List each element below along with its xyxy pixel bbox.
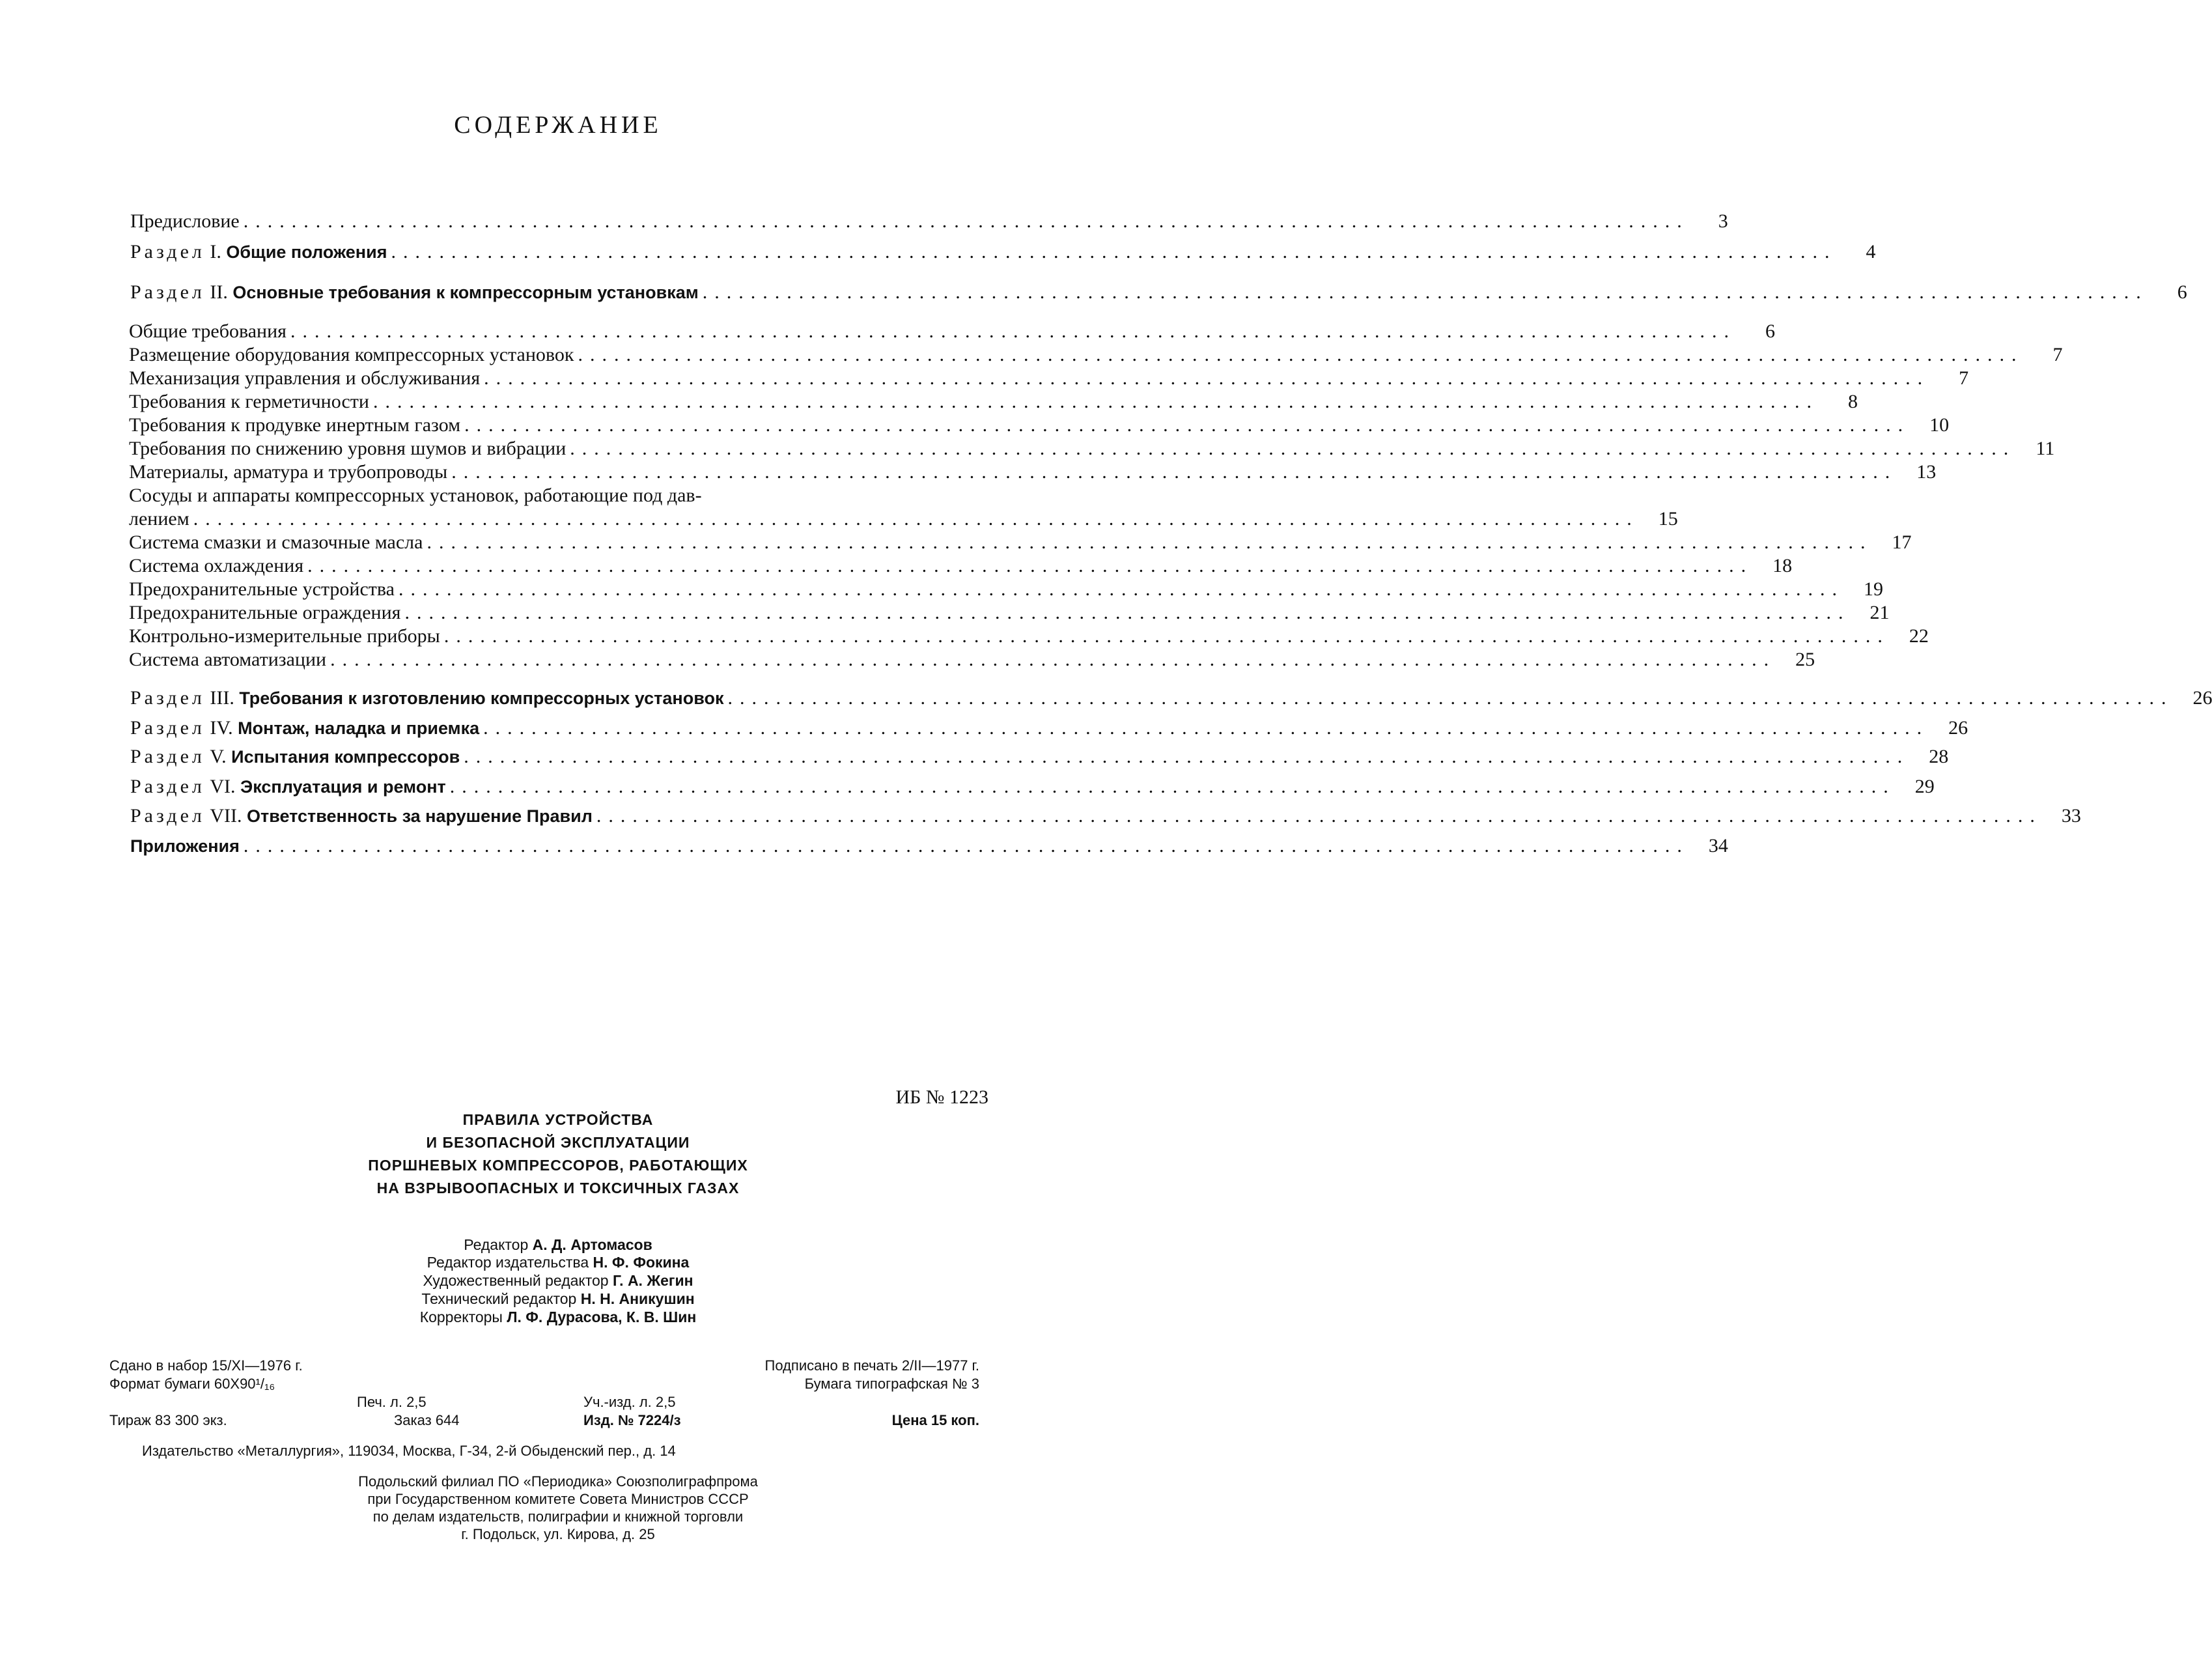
credit-role: Корректоры: [419, 1308, 503, 1325]
toc-entry: [129, 460, 1937, 484]
toc-page-number: 3: [1718, 210, 1728, 232]
toc-entry-label: Сосуды и аппараты компрессорных установок, работающие под дав-: [129, 485, 702, 506]
section-title: Эксплуатация и ремонт: [240, 777, 446, 797]
section-title: Общие положения: [226, 242, 387, 262]
credit-role: Художественный редактор: [423, 1272, 609, 1289]
credit-name: А. Д. Артомасов: [532, 1236, 652, 1253]
book-title-line: ПРАВИЛА УСТРОЙСТВА: [462, 1111, 654, 1128]
toc-page-number: 29: [1914, 776, 1935, 797]
toc-entry: [129, 578, 1883, 601]
dot-leader: ........................................................................................................................: [483, 717, 1929, 739]
dot-leader: ........................................................................................................................: [307, 555, 1754, 576]
toc-page-number: 6: [1765, 320, 1775, 342]
toc-entry: [129, 531, 1912, 554]
dot-leader: ........................................................................................................................: [427, 531, 1873, 553]
signed-to-print: Подписано в печать 2/II—1977 г.: [764, 1357, 979, 1374]
toc-entry-label: Требования к герметичности: [129, 391, 369, 412]
credit-role: Технический редактор: [421, 1290, 577, 1307]
toc-entry-label: [130, 775, 450, 799]
toc-entry: [129, 390, 1858, 414]
publisher-address: Издательство «Металлургия», 119034, Москва, Г-34, 2-й Обыденский пер., д. 14: [142, 1443, 676, 1459]
dot-leader: ........................................................................................................................: [464, 414, 1911, 436]
credit-line: [0, 1236, 1116, 1254]
sent-to-typeset: Сдано в набор 15/XI—1976 г.: [109, 1357, 303, 1374]
section-prefix: Раздел: [130, 687, 205, 709]
toc-page-number: 6: [2177, 281, 2187, 303]
toc-page-number: 28: [1929, 746, 1949, 767]
section-prefix: Раздел: [130, 281, 205, 303]
toc-entry-label: Предохранительные устройства: [129, 578, 395, 600]
toc-entry-label: [130, 240, 391, 264]
toc-entry: [129, 484, 1005, 507]
toc-entry: [129, 625, 1929, 648]
section-title: Ответственность за нарушение Правил: [247, 806, 593, 826]
publication-number: Изд. № 7224/з: [583, 1412, 681, 1428]
toc-page-number: 26: [1948, 717, 1968, 739]
toc-entry: [129, 507, 1678, 531]
section-number: I.: [210, 241, 227, 262]
toc-page-number: 17: [1892, 531, 1912, 553]
toc-entry-label: Контрольно-измерительные приборы: [129, 625, 440, 647]
toc-page-number: 33: [2061, 805, 2081, 827]
dot-leader: ........................................................................................................................: [727, 687, 2174, 709]
credit-name: Н. Ф. Фокина: [593, 1254, 690, 1271]
toc-entry: [130, 686, 2212, 710]
toc-entry-label: [130, 281, 703, 304]
dot-leader: ........................................................................................................................: [578, 344, 2024, 365]
toc-entry-label: Материалы, арматура и трубопроводы: [129, 461, 448, 483]
paper-format: Формат бумаги 60Х90¹/₁₆: [109, 1376, 275, 1392]
toc-entry: [129, 648, 1815, 672]
section-prefix: Раздел: [130, 746, 205, 767]
credit-role: Редактор: [464, 1236, 529, 1253]
toc-page-number: 22: [1909, 625, 1929, 647]
toc-entry: [129, 554, 1793, 578]
printer-line: Подольский филиал ПО «Периодика» Союзполиграфпрома: [358, 1473, 758, 1490]
toc-entry-label: Механизация управления и обслуживания: [129, 367, 481, 389]
book-title-line: НА ВЗРЫВООПАСНЫХ И ТОКСИЧНЫХ ГАЗАХ: [376, 1180, 740, 1196]
credit-name: Л. Ф. Дурасова, К. В. Шин: [507, 1308, 697, 1325]
section-number: VI.: [210, 776, 241, 797]
order-number: Заказ 644: [394, 1412, 460, 1428]
toc-page-number: 25: [1795, 649, 1815, 670]
toc-entry-label: Система смазки и смазочные масла: [129, 531, 423, 553]
dot-leader: ........................................................................................................................: [570, 438, 2016, 459]
section-number: V.: [210, 746, 232, 767]
credit-line: [0, 1272, 1116, 1290]
toc-page-number: 7: [1959, 367, 1969, 389]
dot-leader: ........................................................................................................................: [399, 578, 1844, 600]
toc-entry-label: Приложения: [130, 836, 240, 856]
dot-leader: ........................................................................................................................: [443, 625, 1890, 647]
price: Цена 15 коп.: [891, 1412, 979, 1428]
toc-entry-label: Предисловие: [130, 210, 240, 232]
toc-page-number: 18: [1772, 555, 1793, 576]
dot-leader: ........................................................................................................................: [330, 649, 1776, 670]
toc-entry-label: лением: [129, 508, 189, 530]
toc-entry: [130, 745, 1949, 769]
section-number: IV.: [210, 717, 238, 739]
toc-page-number: 15: [1658, 508, 1678, 530]
dot-leader: ........................................................................................................................: [484, 367, 1930, 389]
section-title: Основные требования к компрессорным установкам: [232, 283, 699, 302]
toc-page-number: 7: [2052, 344, 2063, 365]
section-title: Монтаж, наладка и приемка: [238, 718, 480, 738]
toc-entry: [130, 240, 1876, 264]
toc-page-number: 19: [1864, 578, 1883, 600]
printer-line: при Государственном комитете Совета Министров СССР: [367, 1491, 749, 1507]
section-prefix: Раздел: [130, 241, 205, 262]
toc-entry: [130, 834, 1728, 858]
toc-entry-label: [130, 716, 483, 740]
section-prefix: Раздел: [130, 776, 205, 797]
toc-entry-label: [130, 804, 596, 828]
dot-leader: ........................................................................................................................: [451, 461, 1897, 483]
toc-entry-label: [130, 745, 464, 769]
toc-entry: [129, 367, 1969, 390]
dot-leader: ........................................................................................................................: [290, 320, 1736, 342]
dot-leader: ........................................................................................................................: [372, 391, 1819, 412]
toc-page-number: 11: [2036, 438, 2055, 459]
dot-leader: ........................................................................................................................: [243, 835, 1689, 856]
section-prefix: Раздел: [130, 805, 205, 827]
ib-number: ИБ № 1223: [895, 1086, 988, 1108]
credit-line: [0, 1308, 1116, 1326]
toc-entry: [130, 716, 1968, 740]
print-sheets: Печ. л. 2,5: [357, 1394, 427, 1410]
printer-line: по делам издательств, полиграфии и книжной торговли: [372, 1508, 744, 1525]
credit-name: Н. Н. Аникушин: [580, 1290, 695, 1307]
section-title: Требования к изготовлению компрессорных установок: [239, 688, 724, 708]
toc-page-number: 21: [1869, 602, 1890, 623]
dot-leader: ........................................................................................................................: [404, 602, 1851, 623]
toc-entry: [130, 775, 1935, 799]
edit-sheets: Уч.-изд. л. 2,5: [583, 1394, 676, 1410]
toc-entry-label: Предохранительные ограждения: [129, 602, 401, 623]
toc-page-number: 34: [1708, 835, 1728, 856]
credit-line: [0, 1290, 1116, 1308]
dot-leader: ........................................................................................................................: [702, 281, 2148, 303]
toc-entry-label: Система охлаждения: [129, 555, 304, 576]
toc-page-number: 26: [2192, 687, 2212, 709]
dot-leader: ........................................................................................................................: [449, 776, 1896, 797]
section-title: Испытания компрессоров: [231, 747, 460, 767]
dot-leader: ........................................................................................................................: [464, 746, 1910, 767]
dot-leader: ........................................................................................................................: [596, 805, 2042, 827]
section-number: VII.: [210, 805, 247, 827]
credit-line: [0, 1254, 1116, 1271]
book-title-line: ПОРШНЕВЫХ КОМПРЕССОРОВ, РАБОТАЮЩИХ: [368, 1157, 748, 1174]
toc-page-number: 4: [1866, 241, 1876, 262]
paper-type: Бумага типографская № 3: [804, 1376, 979, 1392]
section-number: III.: [210, 687, 240, 709]
toc-entry: [130, 281, 2187, 304]
toc-entry-label: Требования к продувке инертным газом: [129, 414, 461, 436]
dot-leader: ........................................................................................................................: [243, 210, 1689, 232]
section-prefix: Раздел: [130, 717, 205, 739]
circulation: Тираж 83 300 экз.: [109, 1412, 227, 1428]
credit-role: Редактор издательства: [427, 1254, 589, 1271]
toc-title: СОДЕРЖАНИЕ: [454, 111, 662, 139]
toc-page-number: 10: [1929, 414, 1950, 436]
toc-entry: [129, 320, 1775, 343]
dot-leader: ........................................................................................................................: [391, 241, 1837, 262]
toc-entry: [129, 343, 2063, 367]
toc-entry: [129, 601, 1890, 625]
toc-page-number: 13: [1916, 461, 1937, 483]
toc-entry: [130, 804, 2081, 828]
book-title-line: И БЕЗОПАСНОЙ ЭКСПЛУАТАЦИИ: [426, 1134, 690, 1151]
credit-name: Г. А. Жегин: [613, 1272, 693, 1289]
dot-leader: ........................................................................................................................: [193, 508, 1639, 530]
printer-line: г. Подольск, ул. Кирова, д. 25: [461, 1526, 655, 1542]
toc-page-number: 8: [1847, 391, 1858, 412]
toc-entry-label: Система автоматизации: [129, 649, 327, 670]
toc-entry: [130, 210, 1728, 233]
toc-entry-label: Требования по снижению уровня шумов и вибрации: [129, 438, 567, 459]
toc-entry: [129, 414, 1950, 437]
toc-entry-label: Размещение оборудования компрессорных установок: [129, 344, 574, 365]
section-number: II.: [210, 281, 233, 303]
toc-entry: [129, 437, 2055, 460]
toc-entry-label: Общие требования: [129, 320, 287, 342]
toc-entry-label: [130, 686, 727, 710]
